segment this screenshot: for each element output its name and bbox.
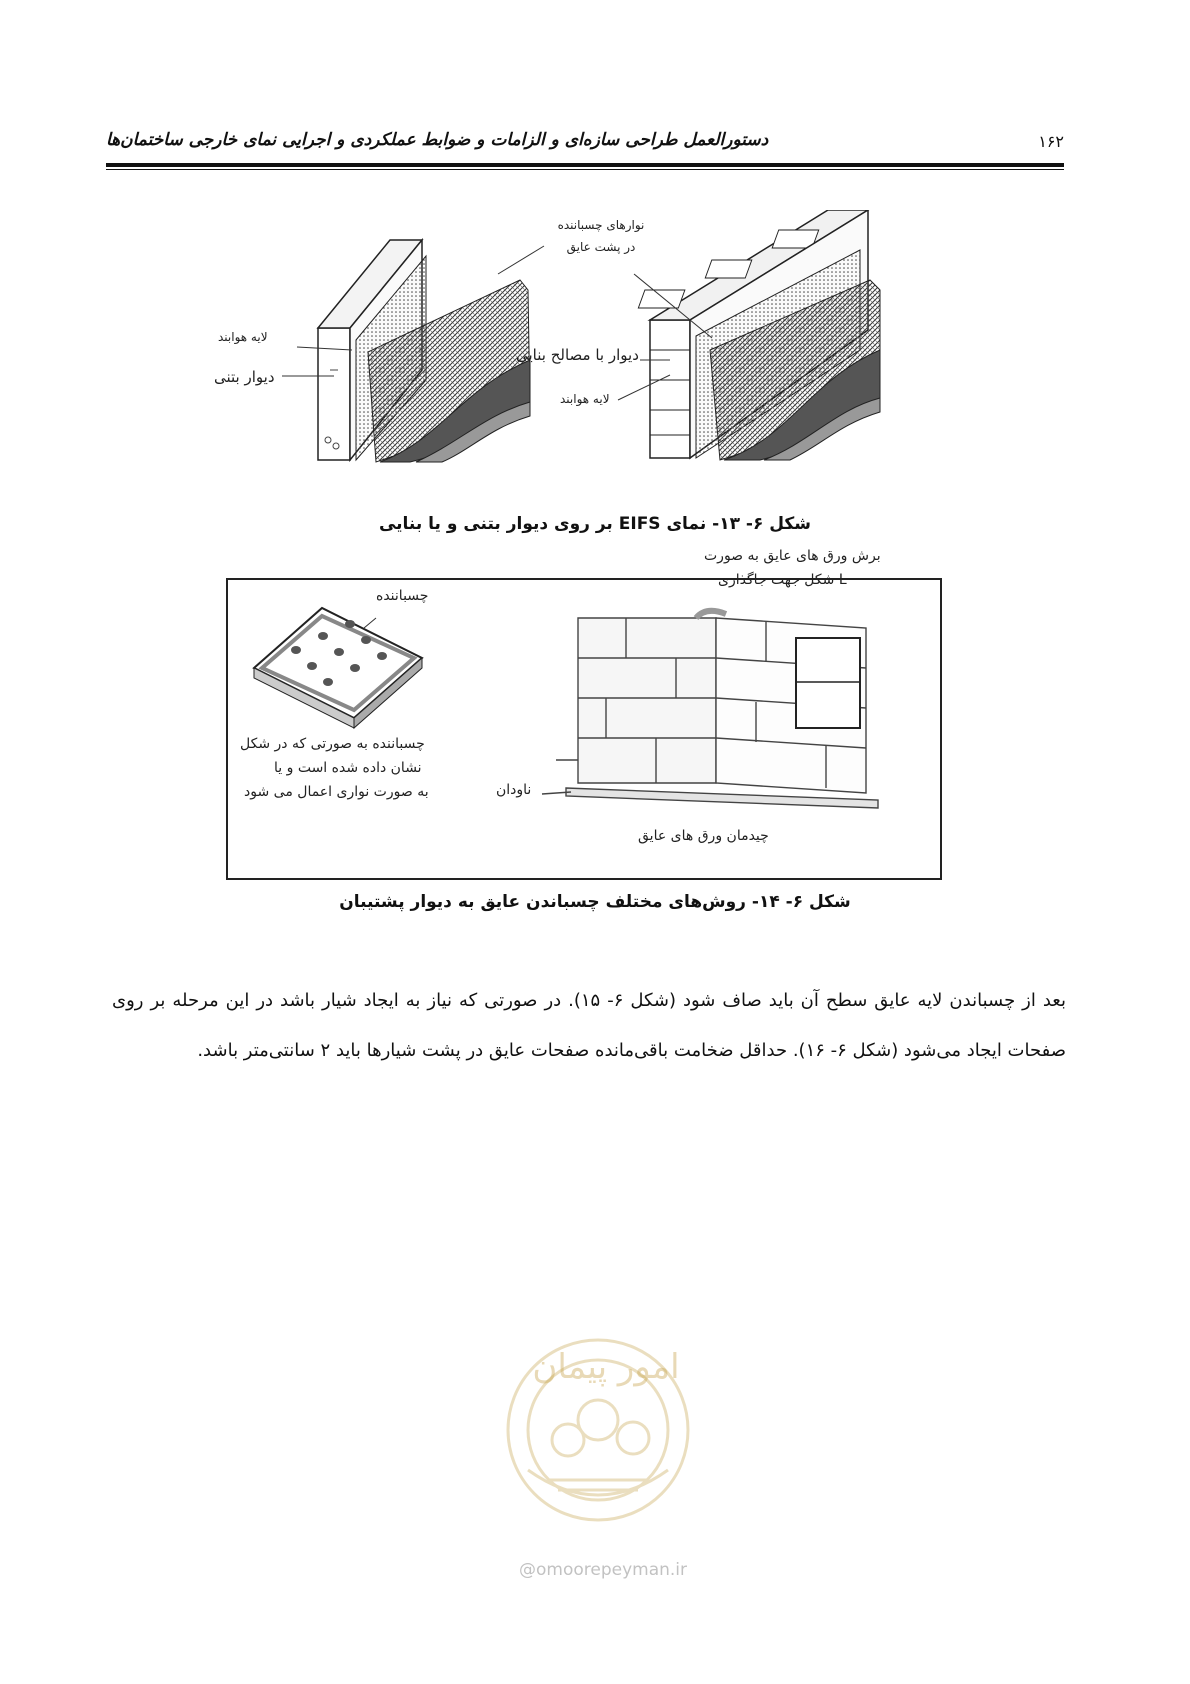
adhesive-note-line-3: به صورت نواری اعمال می شود <box>244 784 429 800</box>
concrete-wall-label: دیوار بتنی <box>214 368 275 386</box>
gutter-label: ناودان <box>496 782 532 798</box>
svg-text:@omoorepeyman.ir: @omoorepeyman.ir <box>518 1560 688 1580</box>
adhesive-label: چسباننده <box>376 588 429 604</box>
figure-14-caption: شکل ۶- ۱۴- روش‌های مختلف چسباندن عایق به دیوار پشتیبان <box>339 892 851 912</box>
block-layout-drawing <box>542 611 878 808</box>
figure-adhesion-methods-drawing <box>226 578 942 880</box>
running-title: دستورالعمل طراحی سازه‌ای و الزامات و ضوابط عملکردی و اجرایی نمای خارجی ساختمان‌ها <box>106 130 769 150</box>
figure-adhesion-methods <box>226 548 942 880</box>
air-layer-label-left: لایه هوابند <box>218 330 268 344</box>
cut-label-line-2: L شکل جهت جاگذاری <box>718 572 847 588</box>
figure-13-caption: شکل ۶- ۱۳- نمای EIFS بر روی دیوار بتنی و یا بنایی <box>378 514 812 534</box>
adhesive-note-line-1: چسباننده به صورتی که در شکل <box>240 736 425 752</box>
page-header <box>106 128 1064 158</box>
watermark-seal-icon <box>488 1320 728 1590</box>
figure-eifs-walls <box>214 210 950 500</box>
page-number: ۱۶۲ <box>1038 132 1064 151</box>
svg-text:امور پیمان: امور پیمان <box>532 1347 680 1387</box>
block-layout-label: چیدمان ورق های عایق <box>638 828 769 844</box>
header-rule-thin <box>106 169 1064 170</box>
cut-label-line-1: برش ورق های عایق به صورت <box>704 548 881 564</box>
air-layer-label-right: لایه هوابند <box>560 392 610 406</box>
masonry-wall-drawing <box>638 210 880 460</box>
header-rule-thick <box>106 163 1064 167</box>
adhesive-strips-label: نوارهای چسباننده در پشت عایق <box>557 218 645 254</box>
adhesive-note-line-2: نشان داده شده است و یا <box>274 760 422 776</box>
masonry-wall-label: دیوار با مصالح بنایی <box>516 346 639 364</box>
body-paragraph: بعد از چسباندن لایه عایق سطح آن باید صاف شود (شکل ۶- ۱۵). در صورتی که نیاز به ایجاد شیار باشد در این مرحله بر روی صفحات ایجاد می‌شود (شکل ۶- ۱۶). حداقل ضخامت باقی‌مانده صفحات عایق در پشت شیارها باید ۲ سانتی‌متر باشد. <box>112 990 1066 1061</box>
watermark-logo <box>488 1320 728 1590</box>
